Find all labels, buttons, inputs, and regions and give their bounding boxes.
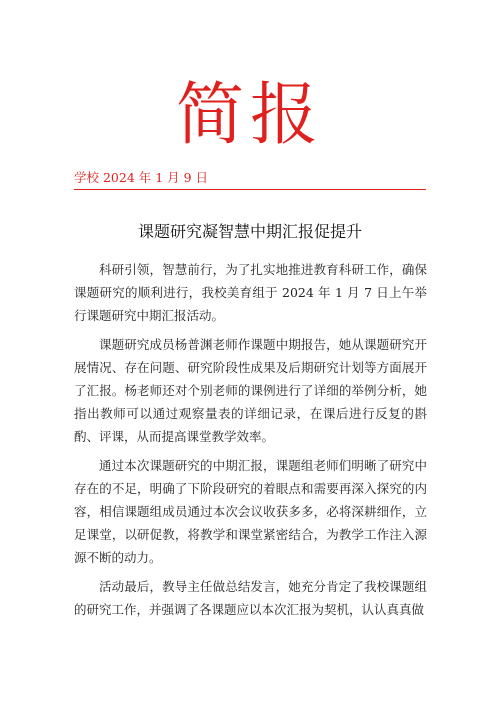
red-divider-rule (74, 189, 426, 190)
body-paragraph: 课题研究成员杨普渊老师作课题中期报告，她从课题研究开展情况、存在问题、研究阶段性成果及后期研究计划等方面展开了汇报。杨老师还对个别老师的课例进行了详细的举例分析，她指出教师可以通过观察量表的详细记录，在课后进行反复的斟酌、评课，从而提高课堂教学效率。 (74, 336, 427, 445)
body-paragraph: 通过本次课题研究的中期汇报，课题组老师们明晰了研究中存在的不足，明确了下阶段研究的着眼点和需要再深入探究的内容，相信课题组成员通过本次会议收获多多，必将深耕细作，立足课堂，以研促教，将教学和课堂紧密结合，为教学工作注入源源不断的动力。 (74, 457, 427, 566)
body-paragraph: 活动最后，教导主任做总结发言，她充分肯定了我校课题组的研究工作，并强调了各课题应以本次汇报为契机，认认真真做 (74, 578, 427, 617)
body-paragraph: 科研引领，智慧前行，为了扎实地推进教育科研工作，确保课题研究的顺利进行，我校美育组于 2024 年 1 月 7 日上午举行课题研究中期汇报活动。 (74, 262, 427, 324)
article-title: 课题研究凝智慧中期汇报促提升 (137, 222, 362, 241)
article-body (74, 258, 427, 626)
bulletin-masthead: 简报 (175, 76, 324, 155)
bulletin-dateline: 学校 2024 年 1 月 9 日 (74, 170, 209, 185)
